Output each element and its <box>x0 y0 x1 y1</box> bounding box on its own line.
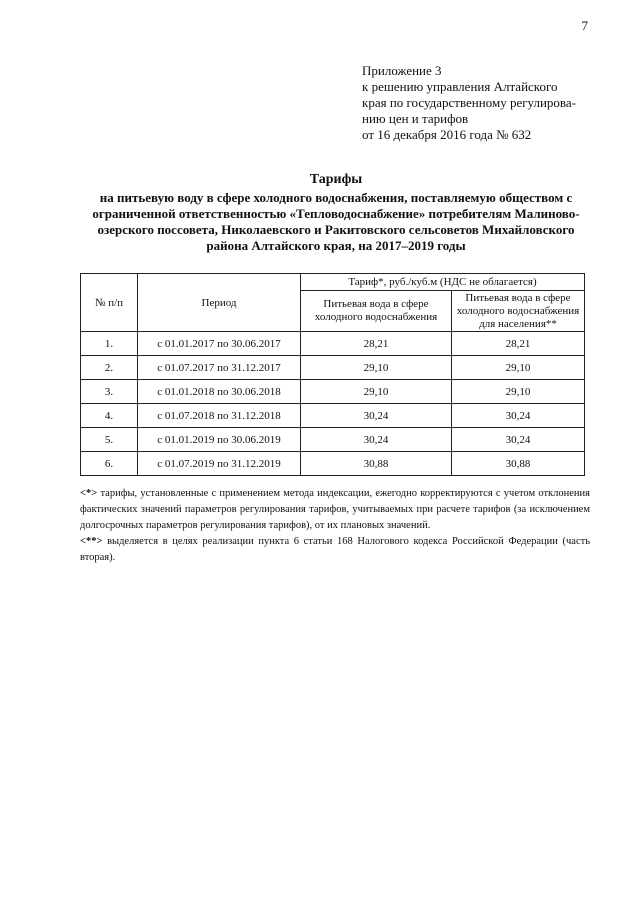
row-tariff-a: 30,24 <box>301 428 452 452</box>
row-period: с 01.07.2019 по 31.12.2019 <box>138 452 301 476</box>
appendix-line: Приложение 3 <box>362 63 442 78</box>
appendix-line: края по государственному регулирова- <box>362 95 576 110</box>
row-period: с 01.07.2017 по 31.12.2017 <box>138 356 301 380</box>
subtitle-line: на питьевую воду в сфере холодного водоснабжения, поставляемую обществом с <box>99 190 573 205</box>
row-tariff-a: 30,88 <box>301 452 452 476</box>
footnotes <box>80 486 590 566</box>
row-tariff-a: 28,21 <box>301 332 452 356</box>
table-row <box>81 380 585 404</box>
row-tariff-a: 29,10 <box>301 356 452 380</box>
row-period: с 01.01.2019 по 30.06.2019 <box>138 428 301 452</box>
table-row <box>81 428 585 452</box>
footnote <box>80 534 590 566</box>
footnote-text: тарифы, установленные с применением метода индексации, ежегодно корректируются с учетом отклонения фактических значений параметров регулирования тарифов, учитываемых при расчете тарифов (за исключением долгосрочных параметров регулирования тарифов), от их плановых значений. <box>80 488 590 531</box>
subtitle-line: района Алтайского края, на 2017–2019 годы <box>206 238 466 253</box>
footnote <box>80 486 590 534</box>
row-num: 5. <box>81 428 138 452</box>
table-row <box>81 404 585 428</box>
row-tariff-b: 29,10 <box>452 380 585 404</box>
row-num: 6. <box>81 452 138 476</box>
table-row <box>81 332 585 356</box>
appendix-line: от 16 декабря 2016 года № 632 <box>362 127 532 142</box>
row-num: 3. <box>81 380 138 404</box>
row-period: с 01.07.2018 по 31.12.2018 <box>138 404 301 428</box>
header-drinking-water-population: Питьевая вода в сфере холодного водоснабжения для населения** <box>452 291 585 332</box>
appendix-block <box>362 63 612 143</box>
row-tariff-b: 29,10 <box>452 356 585 380</box>
row-tariff-b: 30,24 <box>452 428 585 452</box>
subtitle-line: озерского поссовета, Николаевского и Ракитовского сельсоветов Михайловского <box>97 222 575 237</box>
header-period: Период <box>138 274 301 332</box>
row-tariff-a: 30,24 <box>301 404 452 428</box>
document-title-block <box>80 172 592 254</box>
row-tariff-a: 29,10 <box>301 380 452 404</box>
page-number: 7 <box>581 18 588 33</box>
footnote-symbol: <*> <box>80 488 98 499</box>
row-num: 2. <box>81 356 138 380</box>
document-title: Тарифы <box>309 172 363 187</box>
tariff-table <box>80 273 585 476</box>
header-drinking-water: Питьевая вода в сфере холодного водоснабжения <box>301 291 452 332</box>
row-tariff-b: 30,88 <box>452 452 585 476</box>
header-num: № п/п <box>81 274 138 332</box>
row-period: с 01.01.2017 по 30.06.2017 <box>138 332 301 356</box>
subtitle-line: ограниченной ответственностью «Тепловодоснабжение» потребителям Малиново- <box>92 206 580 221</box>
row-tariff-b: 30,24 <box>452 404 585 428</box>
table-row <box>81 356 585 380</box>
row-tariff-b: 28,21 <box>452 332 585 356</box>
row-period: с 01.01.2018 по 30.06.2018 <box>138 380 301 404</box>
header-tariff-group: Тариф*, руб./куб.м (НДС не облагается) <box>301 274 585 291</box>
footnote-text: выделяется в целях реализации пункта 6 статьи 168 Налогового кодекса Российской Федерации (часть вторая). <box>80 536 590 563</box>
row-num: 1. <box>81 332 138 356</box>
table-row <box>81 452 585 476</box>
row-num: 4. <box>81 404 138 428</box>
appendix-line: нию цен и тарифов <box>362 111 469 126</box>
appendix-line: к решению управления Алтайского <box>362 79 558 94</box>
footnote-symbol: <**> <box>80 536 103 547</box>
